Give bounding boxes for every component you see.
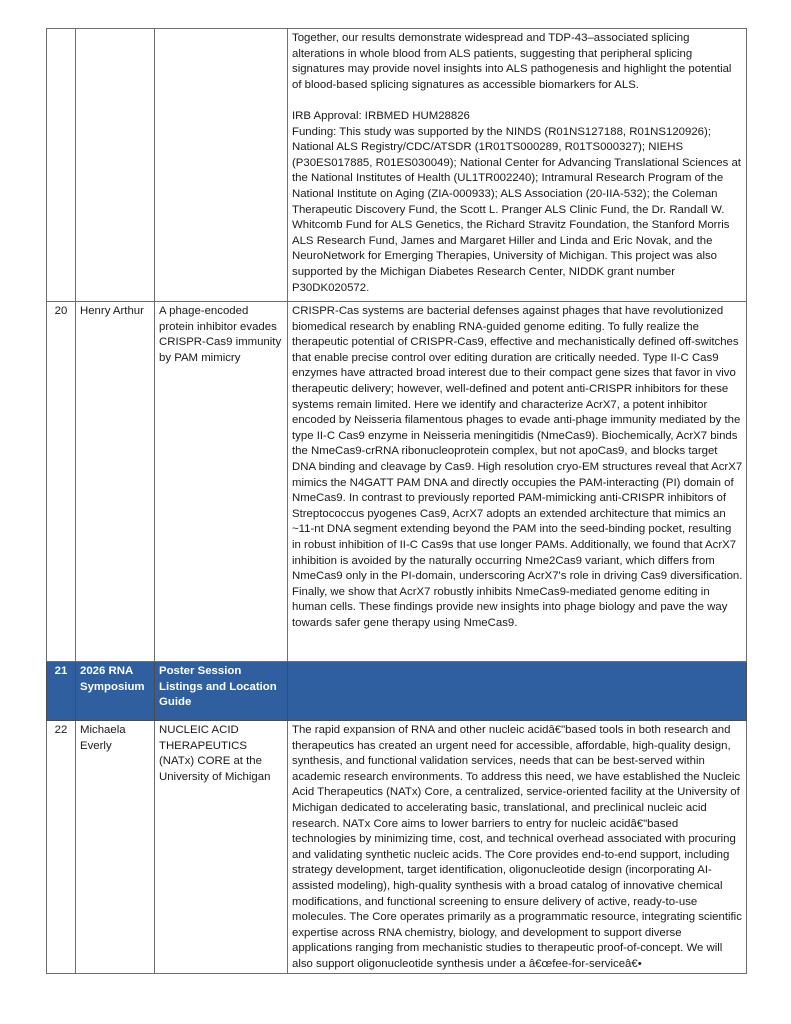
poster-title: NUCLEIC ACID THERAPEUTICS (NATx) CORE at the University of Michigan: [155, 721, 288, 974]
poster-number: 22: [47, 721, 76, 974]
funding-text: Funding: This study was supported by the NINDS (R01NS127188, R01NS120926); National ALS Registry/CDC/ATSDR (1R01TS000289, R01TS000327); NIEHS (P30ES017885, R01ES030049); National Center for Advancing Translational Sciences at the National Institutes of Health (UL1TR002240); Intramural Research Program of the National Institute on Aging (ZIA-000933); ALS Association (20-IIA-532); the Coleman Therapeutic Discovery Fund, the Scott L. Pranger ALS Clinic Fund, the Dr. Randall W. Whitcomb Fund for ALS Genetics, the Richard Stravitz Foundation, the Stanford Morris ALS Research Fund, James and Margaret Hiller and Linda and Eric Novak, and the NeuroNetwork for Emerging Therapies, University of Michigan. This project was also supported by the Michigan Diabetes Research Center, NIDDK grant number P30DK020572.: [292, 125, 741, 294]
section-empty-cell: [288, 662, 747, 721]
irb-approval: IRB Approval: IRBMED HUM28826: [292, 109, 470, 122]
abstract-cell: [288, 29, 747, 302]
poster-number: 21: [47, 662, 76, 721]
table-row: [47, 721, 747, 974]
poster-number: 20: [47, 302, 76, 662]
table-row: [47, 302, 747, 662]
table-row: [47, 29, 747, 302]
presenter-name: [76, 29, 155, 302]
section-event-name: 2026 RNA Symposium: [76, 662, 155, 721]
presenter-name: Michaela Everly: [76, 721, 155, 974]
abstract-text: The rapid expansion of RNA and other nucleic acidâ€"based tools in both research and therapeutics has created an urgent need for accessible, affordable, high-quality design, synthesis, and functional validation services, needs that can be best-served within academic research environments. To address this need, we have established the Nucleic Acid Therapeutics (NATx) Core, a centralized, service-oriented facility at the University of Michigan dedicated to accelerating basic, translational, and preclinical nucleic acid research. NATx Core aims to lower barriers to entry for nucleic acidâ€"based technologies by minimizing time, cost, and technical overhead associated with procuring and validating synthetic nucleic acids. The Core provides end-to-end support, including strategy development, target identification, oligonucleotide design (incorporating AI-assisted modeling), high-quality synthesis with a broad catalog of innovative chemical modifications, and functional screening to ensure delivery of active, ready-to-use molecules. The Core operates primarily as a programmatic resource, integrating scientific expertise across RNA chemistry, biology, and development to support diverse applications ranging from mechanistic studies to therapeutic proof-of-concept. We will also support oligonucleotide synthesis under a â€œfee-for-serviceâ€•: [288, 721, 747, 974]
section-title: Poster Session Listings and Location Guide: [155, 662, 288, 721]
poster-number: [47, 29, 76, 302]
abstract-text: CRISPR-Cas systems are bacterial defenses against phages that have revolutionized biomedical research by enabling RNA-guided genome editing. To fully realize the therapeutic potential of CRISPR-Cas9, effective and mechanistically defined off-switches that enable precise control over editing duration are critically needed. Type II-C Cas9 enzymes have attracted broad interest due to their compact gene sizes that favor in vivo therapeutic delivery; however, well-defined and potent anti-CRISPR inhibitors for these systems remain limited. Here we identify and characterize AcrX7, a potent inhibitor encoded by Neisseria filamentous phages to evade anti-phage immunity mediated by the type II-C Cas9 enzyme in Neisseria meningitidis (NmeCas9). Biochemically, AcrX7 binds the NmeCas9-crRNA ribonucleoprotein complex, but not apoCas9, and blocks target DNA binding and cleavage by Cas9. High resolution cryo-EM structures reveal that AcrX7 mimics the N4GATT PAM DNA and directly occupies the PAM-interacting (PI) domain of NmeCas9. In contrast to previously reported PAM-mimicking anti-CRISPR inhibitors of Streptococcus pyogenes Cas9, AcrX7 adopts an extended architecture that mimics an ~11-nt DNA segment extending beyond the PAM into the seed-binding pocket, resulting in robust inhibition of II-C Cas9s that use longer PAMs. Additionally, we found that AcrX7 inhibition is avoided by the naturally occurring Nme2Cas9 variant, which differs from NmeCas9 only in the PI-domain, underscoring AcrX7's role in driving Cas9 diversification. Finally, we show that AcrX7 robustly inhibits NmeCas9-mediated genome editing in human cells. These findings provide new insights into phage biology and pave the way towards safer gene therapy using NmeCas9.: [288, 302, 747, 662]
section-header-row: [47, 662, 747, 721]
poster-title: [155, 29, 288, 302]
poster-listing-table: [46, 28, 747, 974]
presenter-name: Henry Arthur: [76, 302, 155, 662]
paragraph-gap: [292, 93, 743, 109]
abstract-text: Together, our results demonstrate widespread and TDP-43–associated splicing alterations in whole blood from ALS patients, suggesting that peripheral splicing signatures may provide novel insights into ALS pathogenesis and highlight the potential of blood-based splicing signatures as accessible biomarkers for ALS.: [292, 32, 732, 91]
poster-title: A phage-encoded protein inhibitor evades CRISPR-Cas9 immunity by PAM mimicry: [155, 302, 288, 662]
